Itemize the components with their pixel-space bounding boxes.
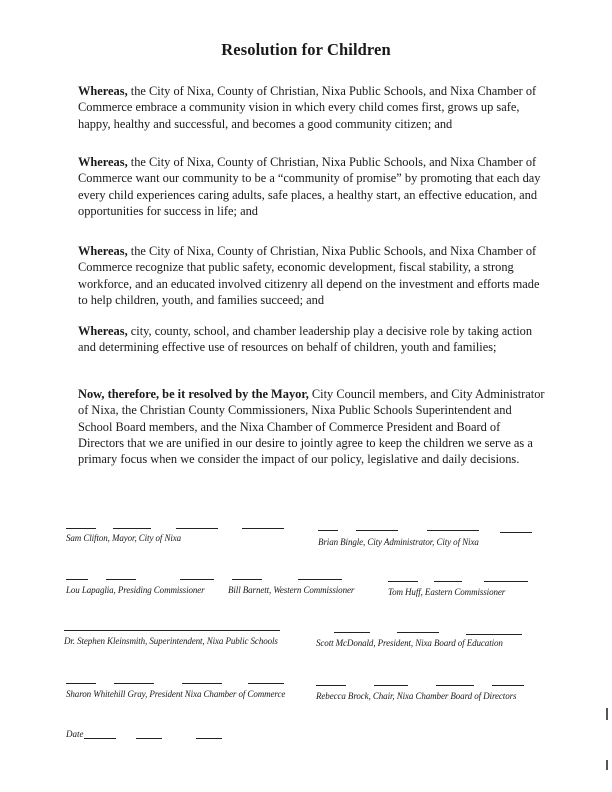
whereas-paragraph-2: [78, 154, 548, 219]
signature-line[interactable]: [316, 685, 346, 686]
paragraph-lead: Whereas,: [78, 155, 128, 169]
paragraph-text: the City of Nixa, County of Christian, Nixa Public Schools, and Nixa Chamber of Commerce embrace a community vision in which every child comes first, grows up safe, happy, healthy and successful, and becomes a good community citizen; and: [78, 84, 537, 131]
signatory-name: Sam Clifton, Mayor, City of Nixa: [66, 533, 182, 543]
date-line[interactable]: [84, 738, 116, 739]
signature-line[interactable]: [180, 579, 214, 580]
signature-line[interactable]: [64, 630, 280, 631]
paragraph-lead: Now, therefore, be it resolved by the Mayor,: [78, 387, 309, 401]
signature-line[interactable]: [500, 532, 532, 533]
signature-line[interactable]: [106, 579, 136, 580]
signature-line[interactable]: [434, 581, 462, 582]
paragraph-lead: Whereas,: [78, 244, 128, 258]
signatory-name: Tom Huff, Eastern Commissioner: [388, 587, 506, 597]
signatory-name: Sharon Whitehill Gray, President Nixa Chamber of Commerce: [66, 689, 286, 699]
paragraph-lead: Whereas,: [78, 84, 128, 98]
paragraph-text: city, county, school, and chamber leadership play a decisive role by taking action and determining effective use of resources on behalf of children, youth and families;: [78, 324, 533, 355]
signatory-name: Dr. Stephen Kleinsmith, Superintendent, Nixa Public Schools: [64, 636, 278, 646]
signatory-name: Rebecca Brock, Chair, Nixa Chamber Board of Directors: [316, 691, 517, 701]
signature-line[interactable]: [182, 683, 222, 684]
paragraph-text: the City of Nixa, County of Christian, Nixa Public Schools, and Nixa Chamber of Commerce want our community to be a “community of promise” by promoting that each day every child experiences caring adults, safe places, a healthy start, an effective education, and opportunities for success in life; and: [78, 155, 541, 218]
paragraph-lead: Whereas,: [78, 324, 128, 338]
signature-line[interactable]: [113, 528, 151, 529]
signatory-name: Bill Barnett, Western Commissioner: [228, 585, 355, 595]
signatory-name: Brian Bingle, City Administrator, City of Nixa: [318, 537, 479, 547]
signatory-name: Scott McDonald, President, Nixa Board of Education: [316, 638, 503, 648]
signature-line[interactable]: [374, 685, 408, 686]
paragraph-text: City Council members, and City Administrator of Nixa, the Christian County Commissioners, Nixa Public Schools Superintendent and School Board members, and the Nixa Chamber of Commerce President and Board of Directors that we are unified in our desire to jointly agree to keep the children we serve as a primary focus when we consider the impact of our policy, legislative and daily decisions.: [78, 387, 545, 467]
signature-line[interactable]: [242, 528, 284, 529]
signatory-name: Lou Lapaglia, Presiding Commissioner: [66, 585, 205, 595]
paragraph-text: the City of Nixa, County of Christian, Nixa Public Schools, and Nixa Chamber of Commerce recognize that public safety, economic development, fiscal stability, a strong workforce, and an educated involved citizenry all depend on the investment and efforts made to help children, youth, and families succeed; and: [78, 244, 540, 307]
signature-line[interactable]: [318, 530, 338, 531]
signature-line[interactable]: [466, 634, 522, 635]
signature-line[interactable]: [492, 685, 524, 686]
signature-line[interactable]: [176, 528, 218, 529]
signature-line[interactable]: [484, 581, 528, 582]
signature-line[interactable]: [397, 632, 439, 633]
scan-edge-mark: [606, 708, 608, 720]
document-title: Resolution for Children: [221, 40, 391, 59]
scan-edge-mark: [606, 760, 608, 770]
signature-line[interactable]: [356, 530, 398, 531]
signature-line[interactable]: [334, 632, 370, 633]
signature-line[interactable]: [298, 579, 342, 580]
signature-line[interactable]: [114, 683, 154, 684]
signature-line[interactable]: [248, 683, 284, 684]
whereas-paragraph-1: [78, 83, 548, 132]
date-line[interactable]: [196, 738, 222, 739]
date-line[interactable]: [136, 738, 162, 739]
whereas-paragraph-4: [78, 323, 548, 356]
signature-line[interactable]: [232, 579, 262, 580]
signature-line[interactable]: [388, 581, 418, 582]
signature-line[interactable]: [66, 579, 88, 580]
resolved-paragraph: [78, 386, 548, 467]
whereas-paragraph-3: [78, 243, 548, 308]
signature-line[interactable]: [427, 530, 479, 531]
signature-line[interactable]: [66, 528, 96, 529]
signature-line[interactable]: [66, 683, 96, 684]
date-label: Date: [66, 729, 84, 739]
signature-line[interactable]: [436, 685, 474, 686]
